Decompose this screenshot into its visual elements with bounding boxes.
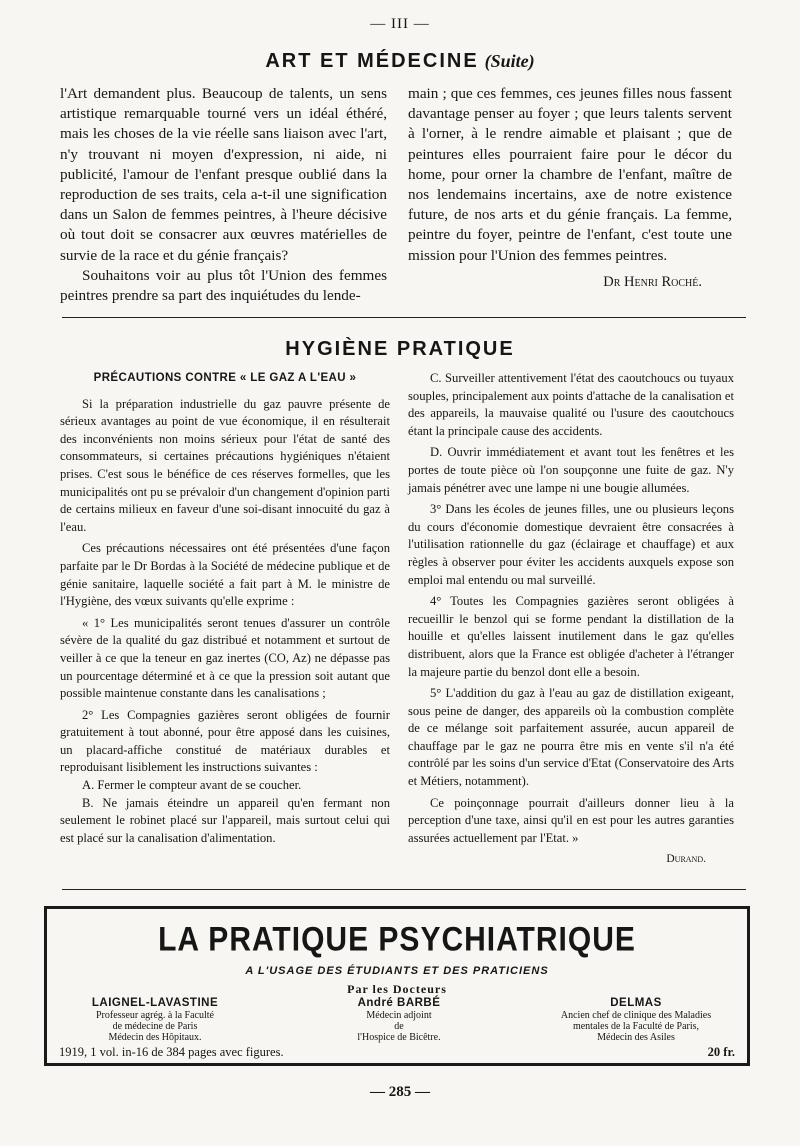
ad-title: LA PRATIQUE PSYCHIATRIQUE — [158, 920, 636, 959]
art-paragraph-1: l'Art demandent plus. Beaucoup de talents, un sens artistique remarquable tourné vers un idéal éthéré, mais les choses de la vie réelle sans liaison avec l'art, n'y trouvant ni moyen d'expression, ni aide, ni publicité, l'amour de l'enfant presque oublié dans la reproduction de ses traits, cela a-t-il une signification dans un Salon de femmes peintres, à l'heure décisive où tout doit se consacrer aux œuvres matérielles de survie de la race et du génie français? — [60, 85, 387, 264]
page-number: — 285 — — [370, 1084, 430, 1100]
ad-doctor-line: de médecine de Paris — [112, 1021, 198, 1032]
ad-edition-row — [59, 1045, 735, 1060]
hygiene-paragraph: 4° Toutes les Compagnies gazières seront obligées à recueillir le benzol qui se forme pendant la distillation de la houille et qu'elles laissent inutilement dans le gaz qu'elles distribuent, alors que la France est obligée d'acheter à l'étranger la majeure partie du benzol dont elle a besoin. — [408, 594, 734, 679]
art-column-left — [60, 84, 387, 306]
section-divider — [62, 317, 746, 318]
hygiene-signature: Durand. — [666, 853, 706, 866]
hygiene-paragraph: Ce poinçonnage pourrait d'ailleurs donner lieu à la perception d'une taxe, ainsi qu'il en est pour les autres garanties assurées actuellement par l'Etat. » — [408, 795, 734, 845]
hygiene-instruction: D. Ouvrir immédiatement et avant tout les fenêtres et les portes de toute pièce où l'on soupçonne une fuite de gaz. N'y jamais pénétrer avec une lampe ni une bougie allumées. — [408, 445, 734, 495]
ad-price: 20 fr. — [707, 1045, 735, 1059]
ad-doctor — [65, 997, 245, 1043]
ad-doctor — [531, 997, 741, 1043]
hygiene-instruction: A. Fermer le compteur avant de se coucher. — [82, 778, 302, 793]
ad-doctor-name: LAIGNEL-LAVASTINE — [91, 997, 219, 1009]
ad-edition: 1919, 1 vol. in-16 de 384 pages avec figures. — [59, 1045, 284, 1059]
hygiene-paragraph: « 1° Les municipalités seront tenues d'assurer un contrôle sévère de la qualité du gaz distribué et notamment et surtout de veiller à ce que la teneur en gaz inertes (CO, Az) ne dépasse pas un pourcentage déterminé et à ce que la pression soit autant que possible maintenue constante dans les canalisations ; — [60, 615, 390, 701]
ad-doctor-line: Médecin des Hôpitaux. — [108, 1032, 202, 1043]
ad-doctor-line: Ancien chef de clinique des Maladies — [560, 1010, 712, 1021]
hygiene-column-left — [60, 370, 390, 847]
ad-doctor-name: DELMAS — [610, 997, 662, 1009]
ad-authors-intro: Par les Docteurs — [347, 982, 447, 996]
article-title-hygiene: HYGIÈNE PRATIQUE — [285, 338, 515, 360]
hygiene-subtitle: PRÉCAUTIONS CONTRE « LE GAZ A L'EAU » — [93, 372, 357, 384]
hygiene-instruction: C. Surveiller attentivement l'état des caoutchoucs ou tuyaux souples, principalement aux points d'attache de la canalisation et des appareils, la mauvaise qualité ou l'usure des caoutchoucs étant la principale cause des accidents. — [408, 371, 734, 438]
ad-doctor-name: André BARBÉ — [357, 997, 441, 1009]
art-paragraph-3: main ; que ces femmes, ces jeunes filles nous fassent davantage penser au foyer ; que leurs talents servent à l'orner, à le rendre aimable et plaisant ; que de peintures elles pourraient faire pour le décor du home, pour orner la chambre de l'enfant, maître de nos lendemains incertains, axe de notre existence future, de nos arts et du génie français. La femme, peintre du foyer, peintre de l'enfant, c'est toute une mission pour l'Union des femmes peintres. — [408, 85, 732, 264]
ad-doctor — [309, 997, 489, 1043]
art-signature: Dr Henri Roché. — [603, 273, 702, 290]
hygiene-paragraph: 5° L'addition du gaz à l'eau au gaz de distillation exigeant, sous peine de danger, des appareils où la combustion complète de ce mélange soit parfaitement assurée, aucun appareil de chauffage par le gaz ne pourra être mis en vente s'il n'a été contrôlé par les soins d'un service d'Etat (Conservatoire des Arts et Métiers, notamment). — [408, 686, 734, 789]
hygiene-instruction: B. Ne jamais éteindre un appareil qu'en fermant non seulement le robinet placé sur l'appareil, mais surtout celui qui est placé sur la canalisation d'alimentation. — [60, 795, 390, 845]
ad-doctor-line: mentales de la Faculté de Paris, — [572, 1021, 700, 1032]
hygiene-column-right — [408, 370, 734, 869]
page-folio-top: — III — — [370, 16, 430, 32]
ad-doctor-line: de — [394, 1021, 404, 1032]
ad-doctor-line: Médecin des Asiles — [597, 1032, 675, 1043]
art-paragraph-2: Souhaitons voir au plus tôt l'Union des femmes peintres prendre sa part des inquiétudes du lende- — [60, 266, 387, 305]
ad-doctor-line: Professeur agrég. à la Faculté — [95, 1010, 214, 1021]
hygiene-paragraph: 3° Dans les écoles de jeunes filles, une ou plusieurs leçons du cours d'économie domestique devraient être consacrées à l'utilisation rationnelle du gaz (éclairage et chauffage) et aux règles à observer pour éviter les accidents auxquels expose son emploi mal entendu ou mal surveillé. — [408, 502, 734, 587]
ad-subtitle: A L'USAGE DES ÉTUDIANTS ET DES PRATICIENS — [245, 965, 549, 977]
hygiene-paragraph: Si la préparation industrielle du gaz pauvre présente de sérieux avantages au point de vue économique, il en résulterait des inconvénients non moins sérieux pour l'état de santé des consommateurs, si certaines précautions hygiéniques n'étaient prises. C'est sous le bénéfice de ces réserves formelles, que les municipalités ont pu se prévaloir d'un changement d'opinion parti de certains milieux en faveur d'une soi-disant innocuité du gaz à l'eau. — [60, 396, 390, 534]
article-title-text: ART ET MÉDECINE — [265, 50, 479, 72]
article-title-suite: (Suite) — [484, 51, 535, 71]
hygiene-paragraph: 2° Les Compagnies gazières seront obligées de fournir gratuitement à tout abonné, pour être apposé dans les cuisines, un placard-affiche constitué de matériaux durables et reproduisant lisiblement les instructions suivantes : — [60, 707, 390, 775]
section-divider — [62, 889, 746, 890]
art-column-right — [408, 84, 732, 292]
hygiene-paragraph: Ces précautions nécessaires ont été présentées d'une façon parfaite par le Dr Bordas à la Société de médecine publique et de génie sanitaire, laquelle société a fait part à M. le ministre de l'Hygiène, des vœux suivants qu'elle exprime : — [60, 541, 390, 609]
article-title-art-medecine — [0, 50, 800, 73]
ad-doctor-line: l'Hospice de Bicêtre. — [357, 1032, 441, 1043]
ad-doctor-line: Médecin adjoint — [366, 1010, 432, 1021]
book-advertisement — [44, 906, 750, 1066]
